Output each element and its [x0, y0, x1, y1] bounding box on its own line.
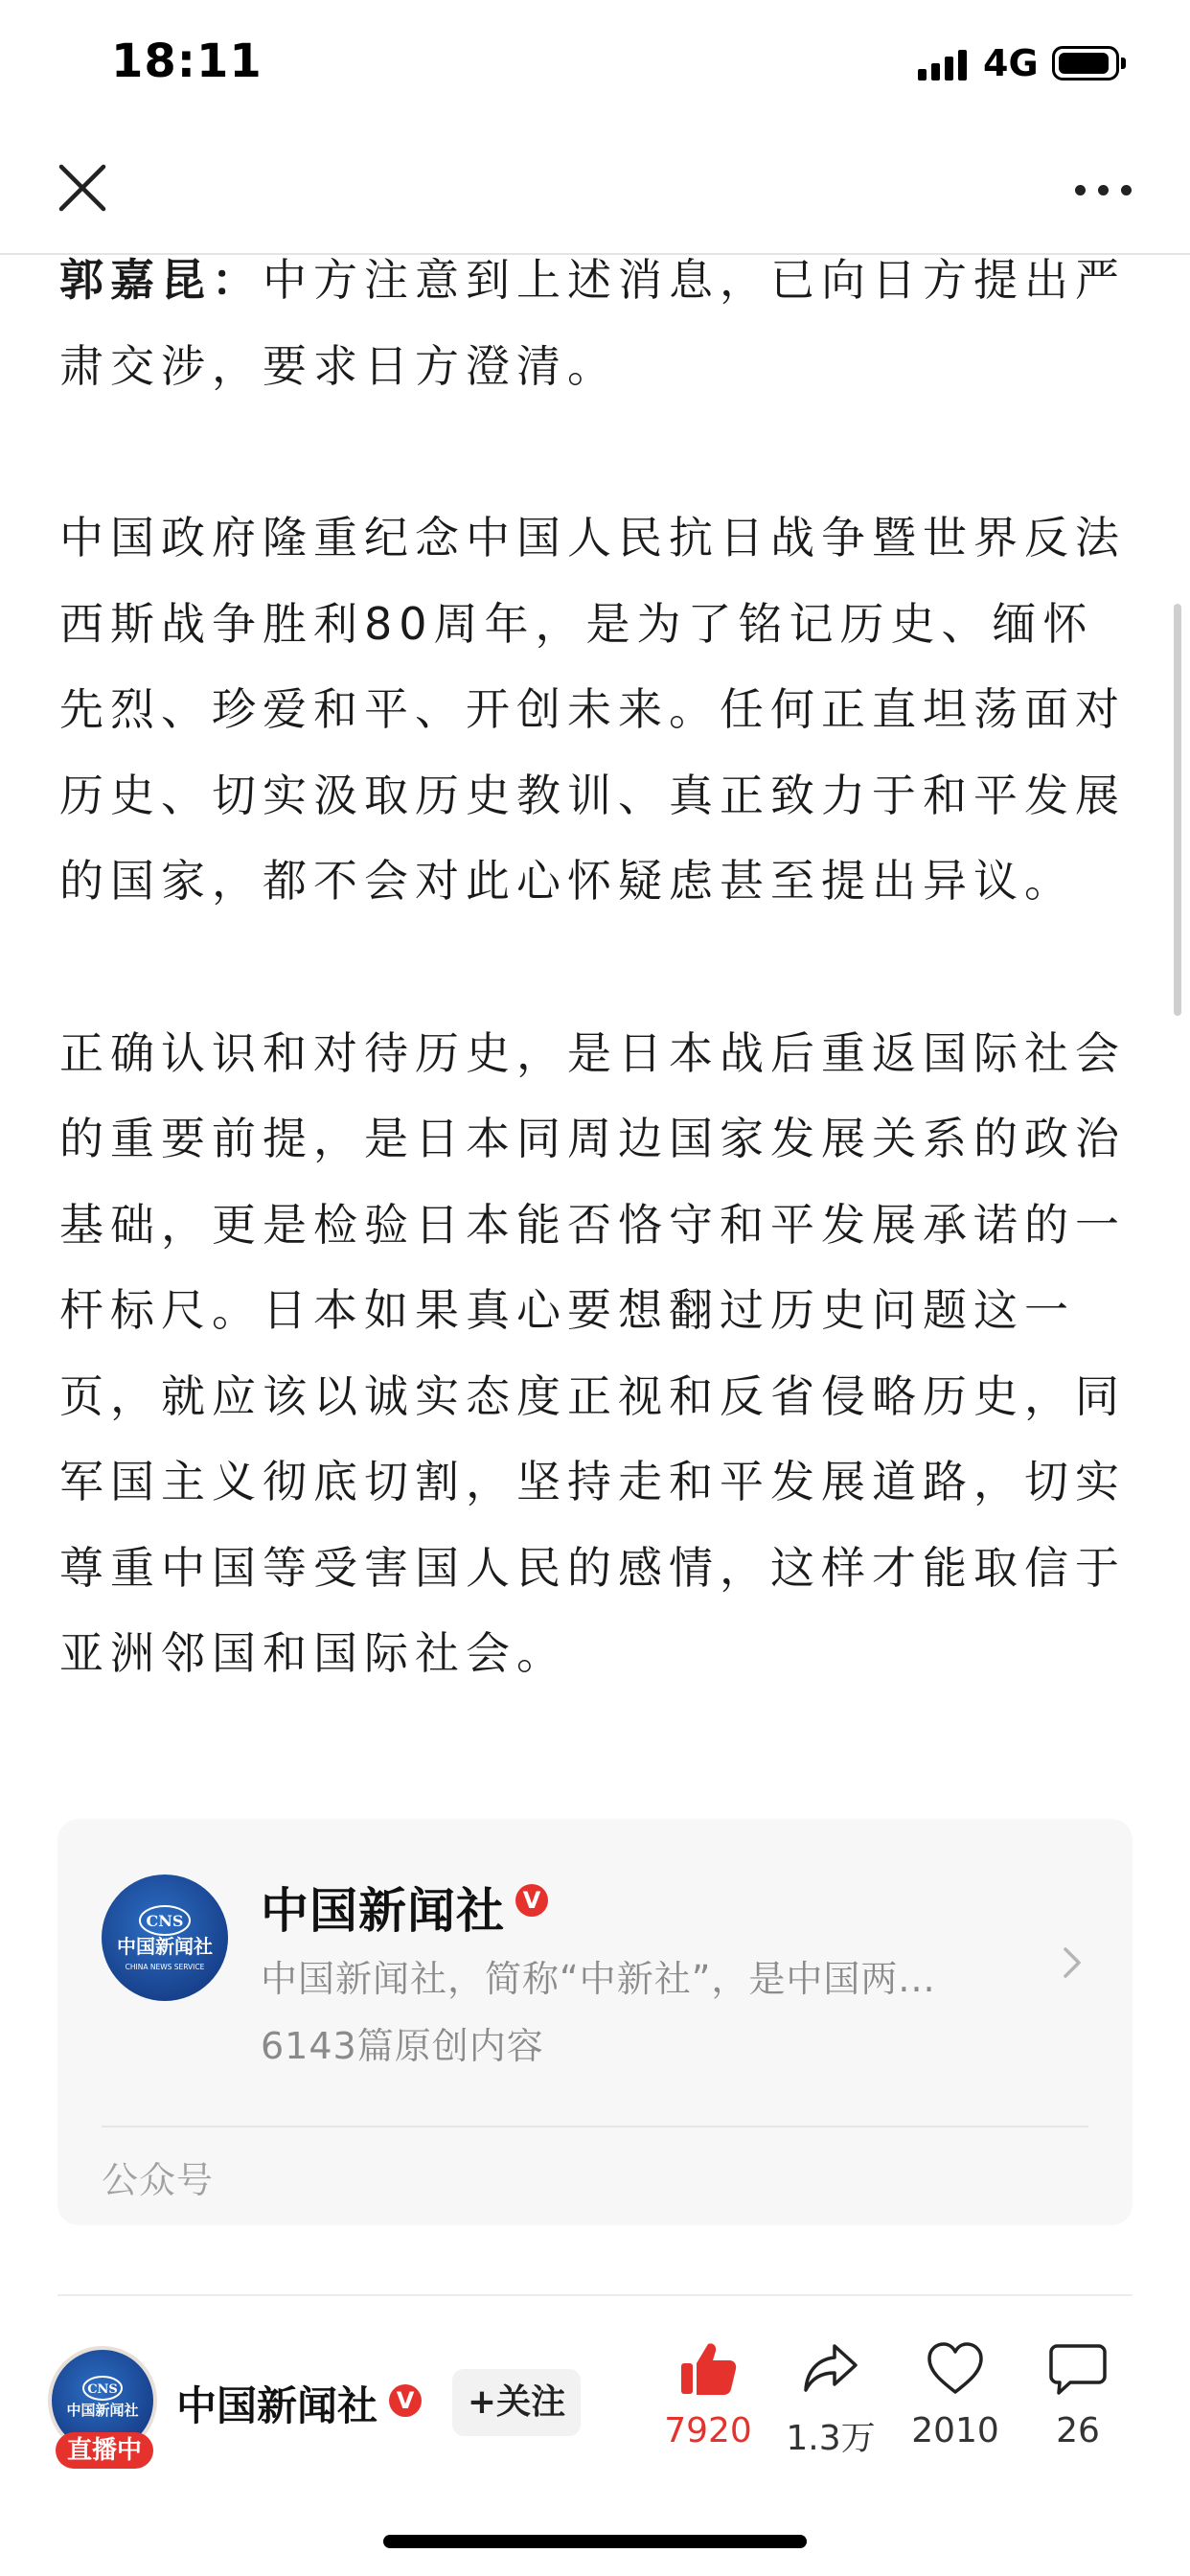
- svg-text:CNS: CNS: [87, 2382, 118, 2397]
- article-paragraph: [59, 238, 1134, 409]
- favorite-count: 2010: [911, 2411, 999, 2450]
- more-horizontal-icon: [1075, 185, 1086, 196]
- verified-icon: V: [389, 2384, 422, 2417]
- status-time: 18:11: [111, 34, 263, 88]
- favorite-button[interactable]: [893, 2340, 1018, 2450]
- svg-text:CNS: CNS: [146, 1912, 184, 1930]
- verified-icon: V: [515, 1884, 548, 1917]
- article-paragraph: 中国政府隆重纪念中国人民抗日战争暨世界反法西斯战争胜利80周年，是为了铭记历史、缅怀先烈、珍爱和平、开创未来。任何正直坦荡面对历史、切实汲取历史教训、真正致力于和平发展的国家，都不会对此心怀疑虑甚至提出异议。: [59, 512, 1126, 907]
- publisher-logo: [102, 1874, 228, 2001]
- publisher-name[interactable]: 中国新闻社: [176, 2382, 378, 2429]
- close-button[interactable]: [54, 159, 111, 217]
- comment-count: 26: [1056, 2411, 1100, 2450]
- share-count: 1.3万: [786, 2419, 876, 2458]
- network-type: 4G: [983, 42, 1039, 84]
- article-paragraph: 正确认识和对待历史，是日本战后重返国际社会的重要前提，是日本同周边国家发展关系的政治基础，更是检验日本能否恪守和平发展承诺的一杆标尺。日本如果真心要想翻过历史问题这一页，就应该以诚实态度正视和反省侵略历史，同军国主义彻底切割，坚持走和平发展道路，切实尊重中国等受害国人民的感情，这样才能取信于亚洲邻国和国际社会。: [59, 1026, 1126, 1679]
- section-divider: [57, 2294, 1133, 2296]
- publisher-description: 中国新闻社，简称“中新社”，是中国两...: [261, 1958, 936, 2000]
- battery-cap: [1121, 58, 1126, 69]
- comment-button[interactable]: [1016, 2340, 1140, 2450]
- speaker-label: 郭嘉昆：: [59, 254, 263, 306]
- close-icon: [54, 159, 111, 217]
- status-bar: [0, 0, 1190, 125]
- chevron-right-icon: [1058, 1944, 1087, 1982]
- battery-icon: [1052, 46, 1119, 80]
- home-indicator[interactable]: [383, 2535, 807, 2548]
- paragraph-text: 中方注意到上述消息，已向日方提出严肃交涉，要求日方澄清。: [59, 254, 1126, 392]
- live-badge[interactable]: 直播中: [56, 2432, 153, 2469]
- scroll-indicator: [1174, 604, 1181, 1016]
- share-icon: [800, 2340, 861, 2398]
- comment-icon: [1047, 2340, 1109, 2398]
- signal-strength-icon: [918, 48, 968, 80]
- article-body: [59, 238, 1134, 1697]
- author-card[interactable]: [57, 1819, 1133, 2225]
- follow-button[interactable]: +关注: [452, 2369, 581, 2436]
- original-content-count: 6143篇原创内容: [261, 2025, 544, 2067]
- svg-text:中国新闻社: 中国新闻社: [117, 1935, 213, 1958]
- share-button[interactable]: [768, 2340, 893, 2460]
- like-count: 7920: [664, 2411, 752, 2450]
- heart-icon: [925, 2340, 986, 2398]
- svg-text:CHINA NEWS SERVICE: CHINA NEWS SERVICE: [125, 1963, 205, 1971]
- card-divider: [102, 2126, 1088, 2128]
- more-button[interactable]: [1075, 182, 1142, 201]
- thumbs-up-icon: [677, 2340, 739, 2398]
- account-type-label: 公众号: [102, 2159, 215, 2201]
- nav-bar: [0, 125, 1190, 255]
- svg-text:中国新闻社: 中国新闻社: [66, 2402, 139, 2419]
- like-button[interactable]: [646, 2340, 770, 2450]
- publisher-name: 中国新闻社: [261, 1883, 505, 1939]
